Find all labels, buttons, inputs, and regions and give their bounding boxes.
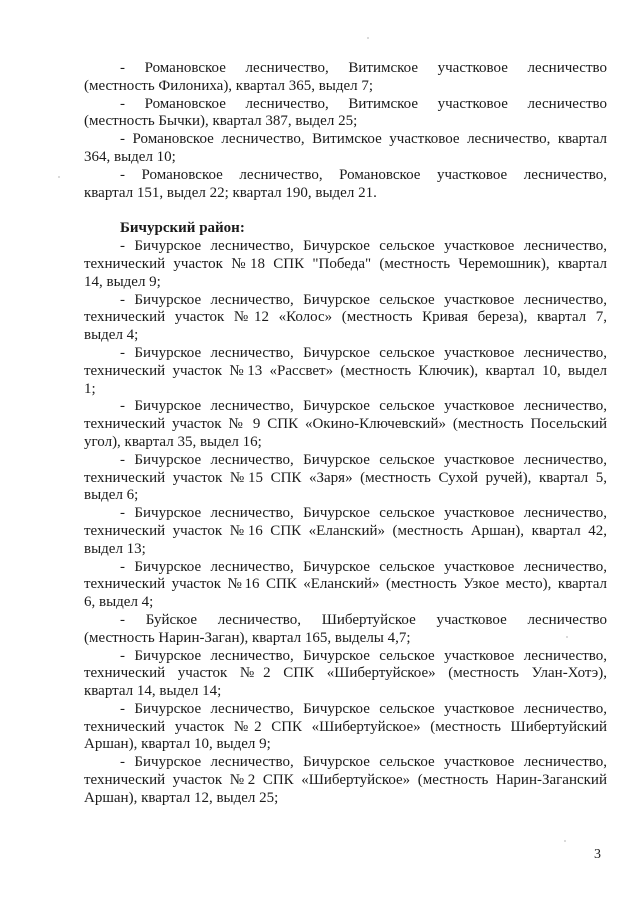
section-gap [84,202,607,220]
text-line: - Романовское лесничество, Романовское участковое лесничество, [120,166,607,183]
text-line: квартал 14, выдел 14; [84,683,222,700]
text-line: Аршан), квартал 10, выдел 9; [84,736,271,753]
text-line: - Романовское лесничество, Витимское участковое лесничество [120,95,607,112]
text-line: квартал 151, выдел 22; квартал 190, выдел 21. [84,184,377,201]
text-line: технический участок №18 СПК "Победа" (местность Черемошник), квартал [84,255,607,272]
text-line: - Бичурское лесничество, Бичурское сельское участковое лесничество, [120,754,607,771]
list-item [84,167,607,203]
list-item [84,452,607,505]
scan-speck [564,840,566,842]
text-line: (местность Филониха), квартал 365, выдел 7; [84,77,374,94]
list-item [84,559,607,612]
text-line: - Бичурское лесничество, Бичурское сельское участковое лесничество, [120,700,607,717]
list-item [84,60,607,96]
list-item [84,398,607,451]
text-line: - Бичурское лесничество, Бичурское сельское участковое лесничество, [120,647,607,664]
text-line: 1; [84,380,96,397]
list-item [84,648,607,701]
text-line: технический участок № 9 СПК «Окино-Ключевский» (местность Посельский [84,416,607,433]
text-line: Аршан), квартал 12, выдел 25; [84,789,279,806]
text-line: технический участок №12 «Колос» (местность Кривая береза), квартал 7, [84,309,607,326]
list-item [84,96,607,132]
text-line: - Бичурское лесничество, Бичурское сельское участковое лесничество, [120,291,607,308]
scan-speck [58,176,60,178]
text-line: 6, выдел 4; [84,594,154,611]
text-line: технический участок №16 СПК «Еланский» (местность Узкое место), квартал [84,576,607,593]
list-item [84,131,607,167]
text-line: 14, выдел 9; [84,273,161,290]
text-line: - Бичурское лесничество, Бичурское сельское участковое лесничество, [120,505,607,522]
list-item [84,754,607,807]
list-item [84,701,607,754]
text-line: - Бичурское лесничество, Бичурское сельское участковое лесничество, [120,451,607,468]
text-line: выдел 4; [84,327,139,344]
intro-list [84,60,607,202]
list-item [84,238,607,291]
text-line: (местность Бычки), квартал 387, выдел 25; [84,113,358,130]
text-line: - Бичурское лесничество, Бичурское сельское участковое лесничество, [120,558,607,575]
text-line: технический участок №13 «Рассвет» (местность Ключик), квартал 10, выдел [84,362,607,379]
text-line: технический участок №16 СПК «Еланский» (местность Аршан), квартал 42, [84,522,607,539]
text-line: технический участок №2 СПК «Шибертуйское» (местность Улан-Хотэ), [84,665,607,682]
page-number: 3 [594,847,601,862]
text-line: (местность Нарин-Заган), квартал 165, выделы 4,7; [84,629,411,646]
text-line: - Буйское лесничество, Шибертуйское участковое лесничество [120,611,607,628]
text-line: - Бичурское лесничество, Бичурское сельское участковое лесничество, [120,398,607,415]
text-line: выдел 6; [84,487,139,504]
list-item [84,292,607,345]
list-item [84,345,607,398]
section-list [84,238,607,808]
text-line: - Романовское лесничество, Витимское участковое лесничество [120,60,607,76]
text-line: технический участок №15 СПК «Заря» (местность Сухой ручей), квартал 5, [84,469,607,486]
text-line: - Романовское лесничество, Витимское участковое лесничество, квартал [120,131,607,148]
text-line: выдел 13; [84,540,146,557]
section-heading: Бичурский район: [120,220,245,237]
text-line: технический участок №2 СПК «Шибертуйское» (местность Шибертуйский [84,718,607,735]
text-line: технический участок №2 СПК «Шибертуйское» (местность Нарин-Заганский [84,772,607,789]
scan-speck [367,37,369,39]
text-line: 364, выдел 10; [84,148,176,165]
text-line: - Бичурское лесничество, Бичурское сельское участковое лесничество, [120,344,607,361]
document-body [84,60,607,808]
text-line: угол), квартал 35, выдел 16; [84,433,262,450]
text-line: - Бичурское лесничество, Бичурское сельское участковое лесничество, [120,238,607,255]
list-item [84,505,607,558]
list-item [84,612,607,648]
